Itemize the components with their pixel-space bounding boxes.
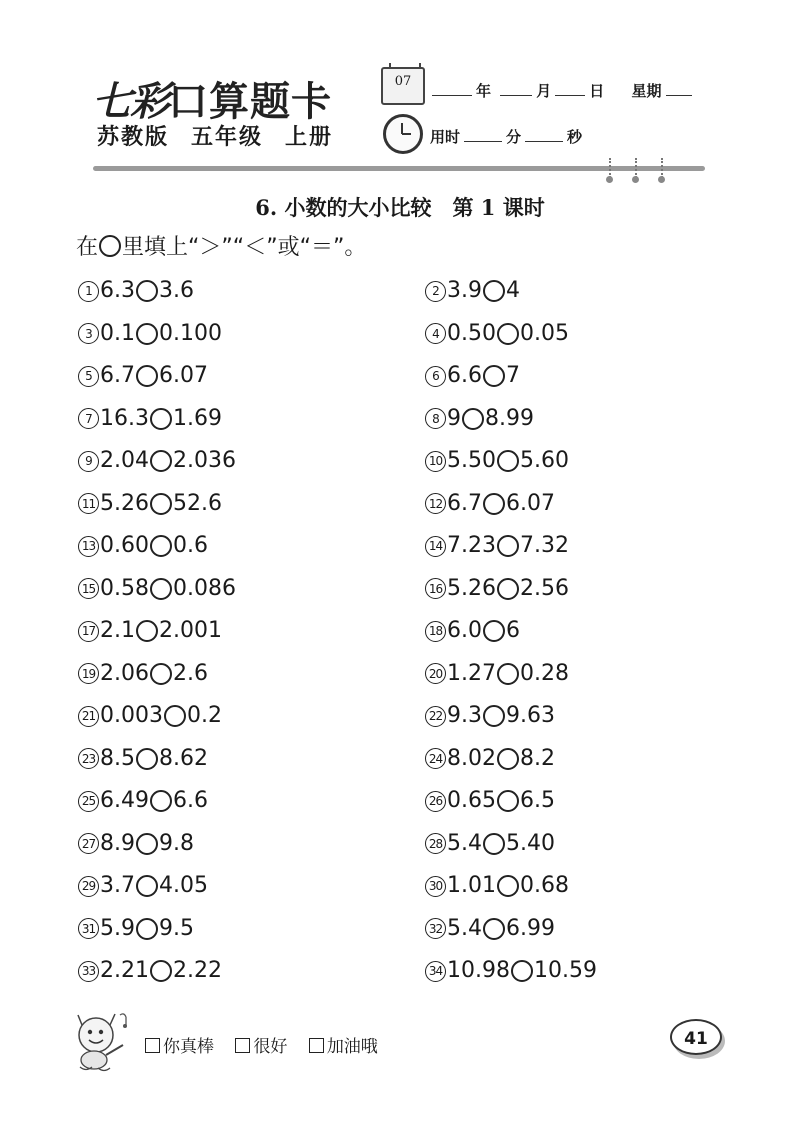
problem-item <box>78 653 236 696</box>
edition-label: 苏教版 <box>97 125 170 150</box>
problem-item <box>78 908 236 951</box>
left-operand: 6.7 <box>100 363 135 389</box>
page-number: 41 <box>670 1019 722 1055</box>
right-operand: 6.99 <box>506 915 555 941</box>
right-operand: 0.68 <box>519 873 569 899</box>
problem-item <box>78 355 236 398</box>
minute-label: 分 <box>506 128 522 146</box>
left-operand: 10.98 <box>447 958 510 984</box>
left-operand: 6.6 <box>447 363 482 389</box>
right-operand: 5.60 <box>519 448 569 474</box>
right-operand: 52.6 <box>172 490 222 516</box>
right-operand: 6.07 <box>506 490 555 516</box>
left-operand: 5.4 <box>447 830 482 856</box>
left-operand: 6.7 <box>447 490 482 516</box>
right-operand: 8.99 <box>485 405 534 431</box>
answer-circle[interactable] <box>483 620 505 642</box>
answer-circle[interactable] <box>150 535 172 557</box>
left-operand: 5.50 <box>447 448 496 474</box>
problems-right-column <box>425 270 597 993</box>
calendar-number: 07 <box>394 74 412 89</box>
date-fields <box>428 80 696 101</box>
rating-option-good[interactable] <box>235 1037 287 1057</box>
left-operand: 6.0 <box>447 618 482 644</box>
brand-prefix: 七彩 <box>92 78 168 125</box>
right-operand: 2.22 <box>172 958 222 984</box>
problem-item <box>425 398 597 441</box>
mascot-icon <box>68 1005 138 1075</box>
problem-item <box>78 313 236 356</box>
problem-item <box>425 695 597 738</box>
right-operand: 6 <box>506 618 520 644</box>
left-operand: 2.04 <box>100 448 149 474</box>
problem-item <box>425 568 597 611</box>
left-operand: 0.65 <box>447 788 496 814</box>
answer-circle[interactable] <box>150 408 172 430</box>
problem-number: 30 <box>425 876 446 897</box>
problem-item <box>78 568 236 611</box>
year-label: 年 <box>476 82 492 100</box>
problem-item <box>425 313 597 356</box>
problem-item <box>425 865 597 908</box>
problem-item <box>425 823 597 866</box>
answer-circle[interactable] <box>497 875 519 897</box>
left-operand: 5.26 <box>447 575 496 601</box>
answer-circle[interactable] <box>136 875 158 897</box>
right-operand: 8.62 <box>159 745 208 771</box>
answer-circle[interactable] <box>136 323 158 345</box>
right-operand: 7 <box>506 363 520 389</box>
right-operand: 2.036 <box>172 448 236 474</box>
rating-label: 你真棒 <box>163 1037 214 1057</box>
problem-item <box>78 695 236 738</box>
right-operand: 2.6 <box>172 660 208 686</box>
left-operand: 8.5 <box>100 745 135 771</box>
left-operand: 0.50 <box>447 320 496 346</box>
problem-number: 23 <box>78 748 99 769</box>
lesson-title: 6. 小数的大小比较 第 1 课时 <box>255 195 545 220</box>
problem-item <box>425 270 597 313</box>
problem-item <box>78 865 236 908</box>
left-operand: 5.26 <box>100 490 149 516</box>
left-operand: 9.3 <box>447 703 482 729</box>
volume-label: 上册 <box>285 125 334 150</box>
problem-number: 16 <box>425 578 446 599</box>
left-operand: 0.58 <box>100 575 149 601</box>
instruction-part1: 在 <box>76 235 99 260</box>
problem-item <box>425 610 597 653</box>
problem-item <box>78 398 236 441</box>
checkbox-icon[interactable] <box>235 1038 250 1053</box>
answer-circle[interactable] <box>136 620 158 642</box>
answer-circle[interactable] <box>150 450 172 472</box>
answer-circle[interactable] <box>150 790 172 812</box>
second-label: 秒 <box>567 128 583 146</box>
problem-number: 4 <box>425 323 446 344</box>
problem-number: 5 <box>78 366 99 387</box>
answer-circle[interactable] <box>497 663 519 685</box>
right-operand: 3.6 <box>159 278 194 304</box>
answer-circle[interactable] <box>136 365 158 387</box>
left-operand: 2.1 <box>100 618 135 644</box>
problem-item <box>78 823 236 866</box>
edition-line <box>97 120 355 151</box>
left-operand: 1.27 <box>447 660 496 686</box>
problem-item <box>425 653 597 696</box>
answer-circle[interactable] <box>462 408 484 430</box>
problem-number: 33 <box>78 961 99 982</box>
right-operand: 0.100 <box>159 320 222 346</box>
problem-number: 17 <box>78 621 99 642</box>
problem-number: 7 <box>78 408 99 429</box>
problem-number: 27 <box>78 833 99 854</box>
answer-circle[interactable] <box>511 960 533 982</box>
checkbox-icon[interactable] <box>309 1038 324 1053</box>
problem-number: 9 <box>78 451 99 472</box>
left-operand: 6.49 <box>100 788 149 814</box>
brand-main: 口算题卡 <box>168 78 332 125</box>
problem-number: 32 <box>425 918 446 939</box>
problem-number: 26 <box>425 791 446 812</box>
answer-circle[interactable] <box>483 705 505 727</box>
answer-circle[interactable] <box>136 280 158 302</box>
problem-number: 12 <box>425 493 446 514</box>
right-operand: 10.59 <box>533 958 597 984</box>
circle-icon <box>99 235 121 257</box>
problem-number: 11 <box>78 493 99 514</box>
answer-circle[interactable] <box>497 748 519 770</box>
problem-number: 13 <box>78 536 99 557</box>
right-operand: 4 <box>506 278 520 304</box>
instruction-part2: 里填上“＞”“＜”或“＝”。 <box>122 235 367 260</box>
problem-number: 14 <box>425 536 446 557</box>
problem-number: 18 <box>425 621 446 642</box>
day-label: 日 <box>589 82 605 100</box>
problem-number: 6 <box>425 366 446 387</box>
problem-item <box>78 440 236 483</box>
right-operand: 8.2 <box>519 745 555 771</box>
problem-number: 10 <box>425 451 446 472</box>
right-operand: 5.40 <box>506 830 555 856</box>
problem-item <box>78 270 236 313</box>
answer-circle[interactable] <box>497 323 519 345</box>
right-operand: 9.5 <box>159 915 194 941</box>
problem-number: 31 <box>78 918 99 939</box>
year-blank[interactable] <box>432 94 472 96</box>
right-operand: 2.56 <box>519 575 569 601</box>
day-blank[interactable] <box>555 94 585 96</box>
answer-circle[interactable] <box>150 578 172 600</box>
problem-number: 3 <box>78 323 99 344</box>
problem-item <box>425 950 597 993</box>
answer-circle[interactable] <box>136 833 158 855</box>
problem-item <box>425 440 597 483</box>
right-operand: 0.2 <box>186 703 222 729</box>
left-operand: 8.9 <box>100 830 135 856</box>
answer-circle[interactable] <box>497 450 519 472</box>
right-operand: 1.69 <box>172 405 222 431</box>
rating-label: 很好 <box>253 1037 288 1057</box>
month-label: 月 <box>536 82 552 100</box>
left-operand: 1.01 <box>447 873 496 899</box>
minute-blank[interactable] <box>464 140 502 142</box>
problem-number: 1 <box>78 281 99 302</box>
answer-circle[interactable] <box>483 918 505 940</box>
right-operand: 9.8 <box>159 830 194 856</box>
left-operand: 0.1 <box>100 320 135 346</box>
grade-label: 五年级 <box>191 125 264 150</box>
left-operand: 0.003 <box>100 703 163 729</box>
right-operand: 0.28 <box>519 660 569 686</box>
problems-left-column <box>78 270 236 993</box>
answer-circle[interactable] <box>497 578 519 600</box>
left-operand: 2.06 <box>100 660 149 686</box>
problem-number: 28 <box>425 833 446 854</box>
left-operand: 2.21 <box>100 958 149 984</box>
problem-number: 24 <box>425 748 446 769</box>
problem-number: 19 <box>78 663 99 684</box>
answer-circle[interactable] <box>497 790 519 812</box>
left-operand: 0.60 <box>100 533 149 559</box>
problem-item <box>425 483 597 526</box>
problem-item <box>425 908 597 951</box>
right-operand: 2.001 <box>159 618 222 644</box>
right-operand: 0.086 <box>172 575 236 601</box>
left-operand: 5.9 <box>100 915 135 941</box>
left-operand: 3.9 <box>447 278 482 304</box>
answer-circle[interactable] <box>483 833 505 855</box>
problem-item <box>425 780 597 823</box>
brand-title <box>92 70 332 127</box>
problem-item <box>78 950 236 993</box>
answer-circle[interactable] <box>150 960 172 982</box>
rating-label: 加油哦 <box>326 1037 378 1057</box>
answer-circle[interactable] <box>483 493 505 515</box>
left-operand: 9 <box>447 405 461 431</box>
second-blank[interactable] <box>525 140 563 142</box>
answer-circle[interactable] <box>150 493 172 515</box>
right-operand: 0.05 <box>519 320 569 346</box>
answer-circle[interactable] <box>497 535 519 557</box>
calendar-icon <box>381 67 425 105</box>
problem-number: 22 <box>425 706 446 727</box>
time-fields <box>430 126 582 147</box>
checkbox-icon[interactable] <box>145 1038 160 1053</box>
right-operand: 4.05 <box>159 873 208 899</box>
problem-item <box>78 738 236 781</box>
answer-circle[interactable] <box>483 280 505 302</box>
problem-item <box>78 610 236 653</box>
answer-circle[interactable] <box>150 663 172 685</box>
right-operand: 9.63 <box>506 703 555 729</box>
clock-icon <box>383 114 423 154</box>
problem-item <box>425 738 597 781</box>
divider-decoration <box>605 158 667 184</box>
problem-item <box>78 483 236 526</box>
left-operand: 16.3 <box>100 405 149 431</box>
problem-number: 34 <box>425 961 446 982</box>
left-operand: 3.7 <box>100 873 135 899</box>
weekday-blank[interactable] <box>666 94 692 96</box>
right-operand: 7.32 <box>519 533 569 559</box>
problem-item <box>78 780 236 823</box>
right-operand: 6.5 <box>519 788 555 814</box>
weekday-label: 星期 <box>631 82 662 100</box>
rating-option-keep-trying[interactable] <box>309 1037 378 1057</box>
right-operand: 6.6 <box>172 788 208 814</box>
problem-number: 2 <box>425 281 446 302</box>
rating-option-great[interactable] <box>145 1037 214 1057</box>
problem-number: 8 <box>425 408 446 429</box>
answer-circle[interactable] <box>164 705 186 727</box>
problem-item <box>425 525 597 568</box>
problem-number: 15 <box>78 578 99 599</box>
problem-number: 20 <box>425 663 446 684</box>
problem-number: 29 <box>78 876 99 897</box>
problem-item <box>78 525 236 568</box>
answer-circle[interactable] <box>483 365 505 387</box>
answer-circle[interactable] <box>136 748 158 770</box>
answer-circle[interactable] <box>136 918 158 940</box>
right-operand: 6.07 <box>159 363 208 389</box>
problem-number: 21 <box>78 706 99 727</box>
instruction <box>76 230 366 261</box>
left-operand: 6.3 <box>100 278 135 304</box>
time-label: 用时 <box>430 128 461 146</box>
left-operand: 5.4 <box>447 915 482 941</box>
month-blank[interactable] <box>500 94 532 96</box>
problem-item <box>425 355 597 398</box>
self-rating <box>145 1032 394 1057</box>
left-operand: 8.02 <box>447 745 496 771</box>
left-operand: 7.23 <box>447 533 496 559</box>
right-operand: 0.6 <box>172 533 208 559</box>
problem-number: 25 <box>78 791 99 812</box>
